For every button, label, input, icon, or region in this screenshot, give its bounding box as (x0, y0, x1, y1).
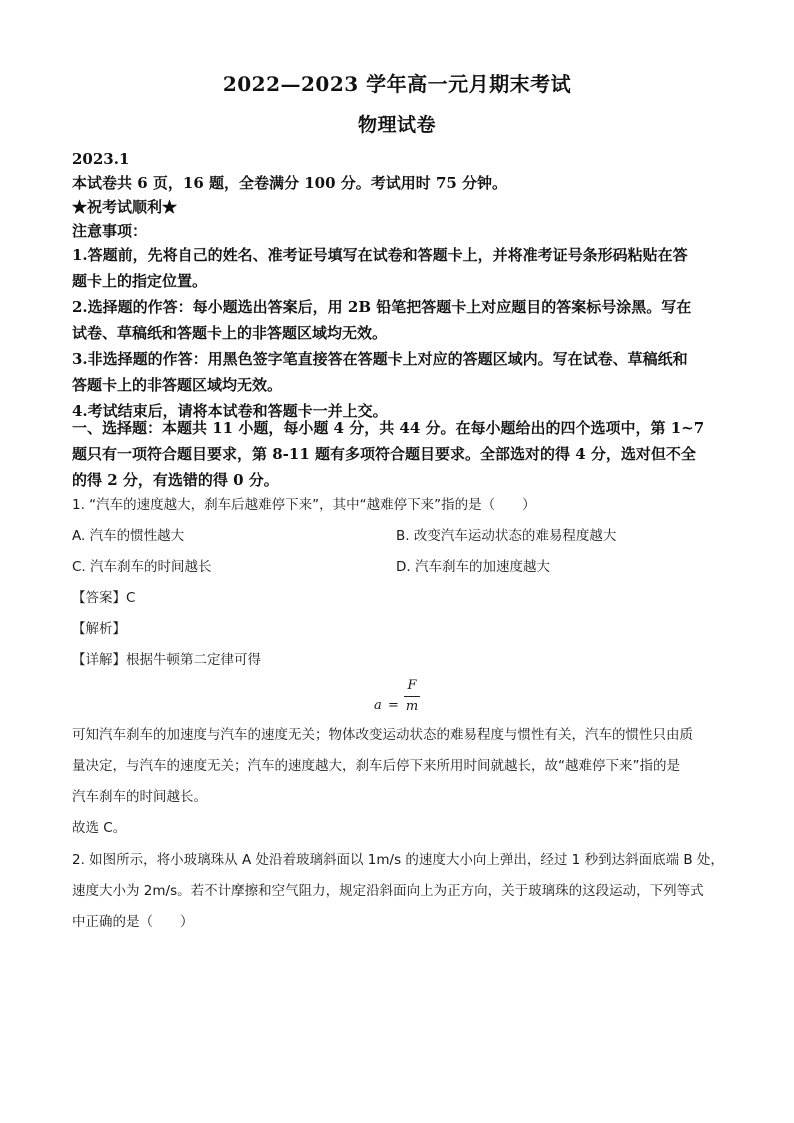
exam-subtitle: 物理试卷 (357, 114, 436, 136)
section-line: 一、选择题：本题共 11 小题，每小题 4 分，共 44 分。在每小题给出的四个选项中，第 1~7 (72, 419, 705, 437)
note-line: 题卡上的指定位置。 (72, 272, 208, 290)
question-1-options (72, 521, 724, 583)
option-d: D. 汽车刹车的加速度越大 (396, 559, 550, 575)
conclusion-line: 故选 C。 (72, 820, 127, 836)
question-2-line: 中正确的是（ ） (72, 914, 194, 930)
note-line: 1.答题前，先将自己的姓名、准考证号填写在试卷和答题卡上，并将准考证号条形码粘贴在答 (72, 246, 688, 264)
formula-fraction (404, 678, 420, 715)
fraction-bar (404, 696, 420, 697)
exam-date: 2023.1 (72, 150, 130, 168)
explanation-line: 可知汽车刹车的加速度与汽车的速度无关；物体改变运动状态的难易程度与惯性有关，汽车的惯性只由质 (72, 727, 693, 743)
option-b: B. 改变汽车运动状态的难易程度越大 (396, 528, 617, 544)
note-line: 试卷、草稿纸和答题卡上的非答题区域均无效。 (72, 324, 388, 342)
question-1-stem: 1. “汽车的速度越大，刹车后越难停下来”，其中“越难停下来”指的是（ ） (72, 497, 536, 513)
notes-list (72, 242, 724, 424)
option-a: A. 汽车的惯性越大 (72, 528, 185, 544)
analysis-label: 【解析】 (72, 621, 126, 637)
formula-denominator: m (405, 699, 419, 714)
question-1 (72, 490, 724, 844)
explanation-line: 汽车刹车的时间越长。 (72, 789, 207, 805)
section-one-instructions (72, 415, 724, 493)
note-line: 答题卡上的非答题区域均无效。 (72, 376, 283, 394)
note-line: 2.选择题的作答：每小题选出答案后，用 2B 铅笔把答题卡上对应题目的答案标号涂黑。写在 (72, 298, 692, 316)
section-line: 的得 2 分，有选错的得 0 分。 (72, 471, 279, 489)
notes-heading: 注意事项： (72, 222, 148, 240)
exam-wish: ★祝考试顺利★ (72, 198, 178, 216)
formula-equals: = (388, 698, 399, 713)
question-2-line: 速度大小为 2m/s。若不计摩擦和空气阻力，规定沿斜面向上为正方向，关于玻璃珠的这段运动，下列等式 (72, 883, 704, 899)
newton-formula (72, 676, 724, 720)
exam-meta (72, 147, 724, 243)
note-line: 3.非选择题的作答：用黑色签字笔直接答在答题卡上对应的答题区域内。写在试卷、草稿纸和 (72, 350, 688, 368)
note-line: 4.考试结束后，请将本试卷和答题卡一并上交。 (72, 402, 388, 420)
explanation-line: 量决定，与汽车的速度无关；汽车的速度越大，刹车后停下来所用时间就越长，故“越难停下来”指的是 (72, 758, 680, 774)
exam-title: 2022—2023 学年高一元月期末考试 (222, 72, 572, 96)
option-c: C. 汽车刹车的时间越长 (72, 559, 212, 575)
exam-info: 本试卷共 6 页，16 题，全卷满分 100 分。考试用时 75 分钟。 (72, 174, 508, 192)
formula-numerator: F (407, 678, 417, 693)
formula-lhs: a (374, 698, 382, 713)
detail-label: 【详解】根据牛顿第二定律可得 (72, 652, 261, 668)
question-2 (72, 845, 724, 938)
question-2-line: 2. 如图所示，将小玻璃珠从 A 处沿着玻璃斜面以 1m/s 的速度大小向上弹出，经过 1 秒到达斜面底端 B 处， (72, 852, 724, 868)
section-line: 题只有一项符合题目要求，第 8-11 题有多项符合题目要求。全部选对的得 4 分，选对但不全 (72, 445, 696, 463)
answer-label: 【答案】C (72, 590, 136, 606)
